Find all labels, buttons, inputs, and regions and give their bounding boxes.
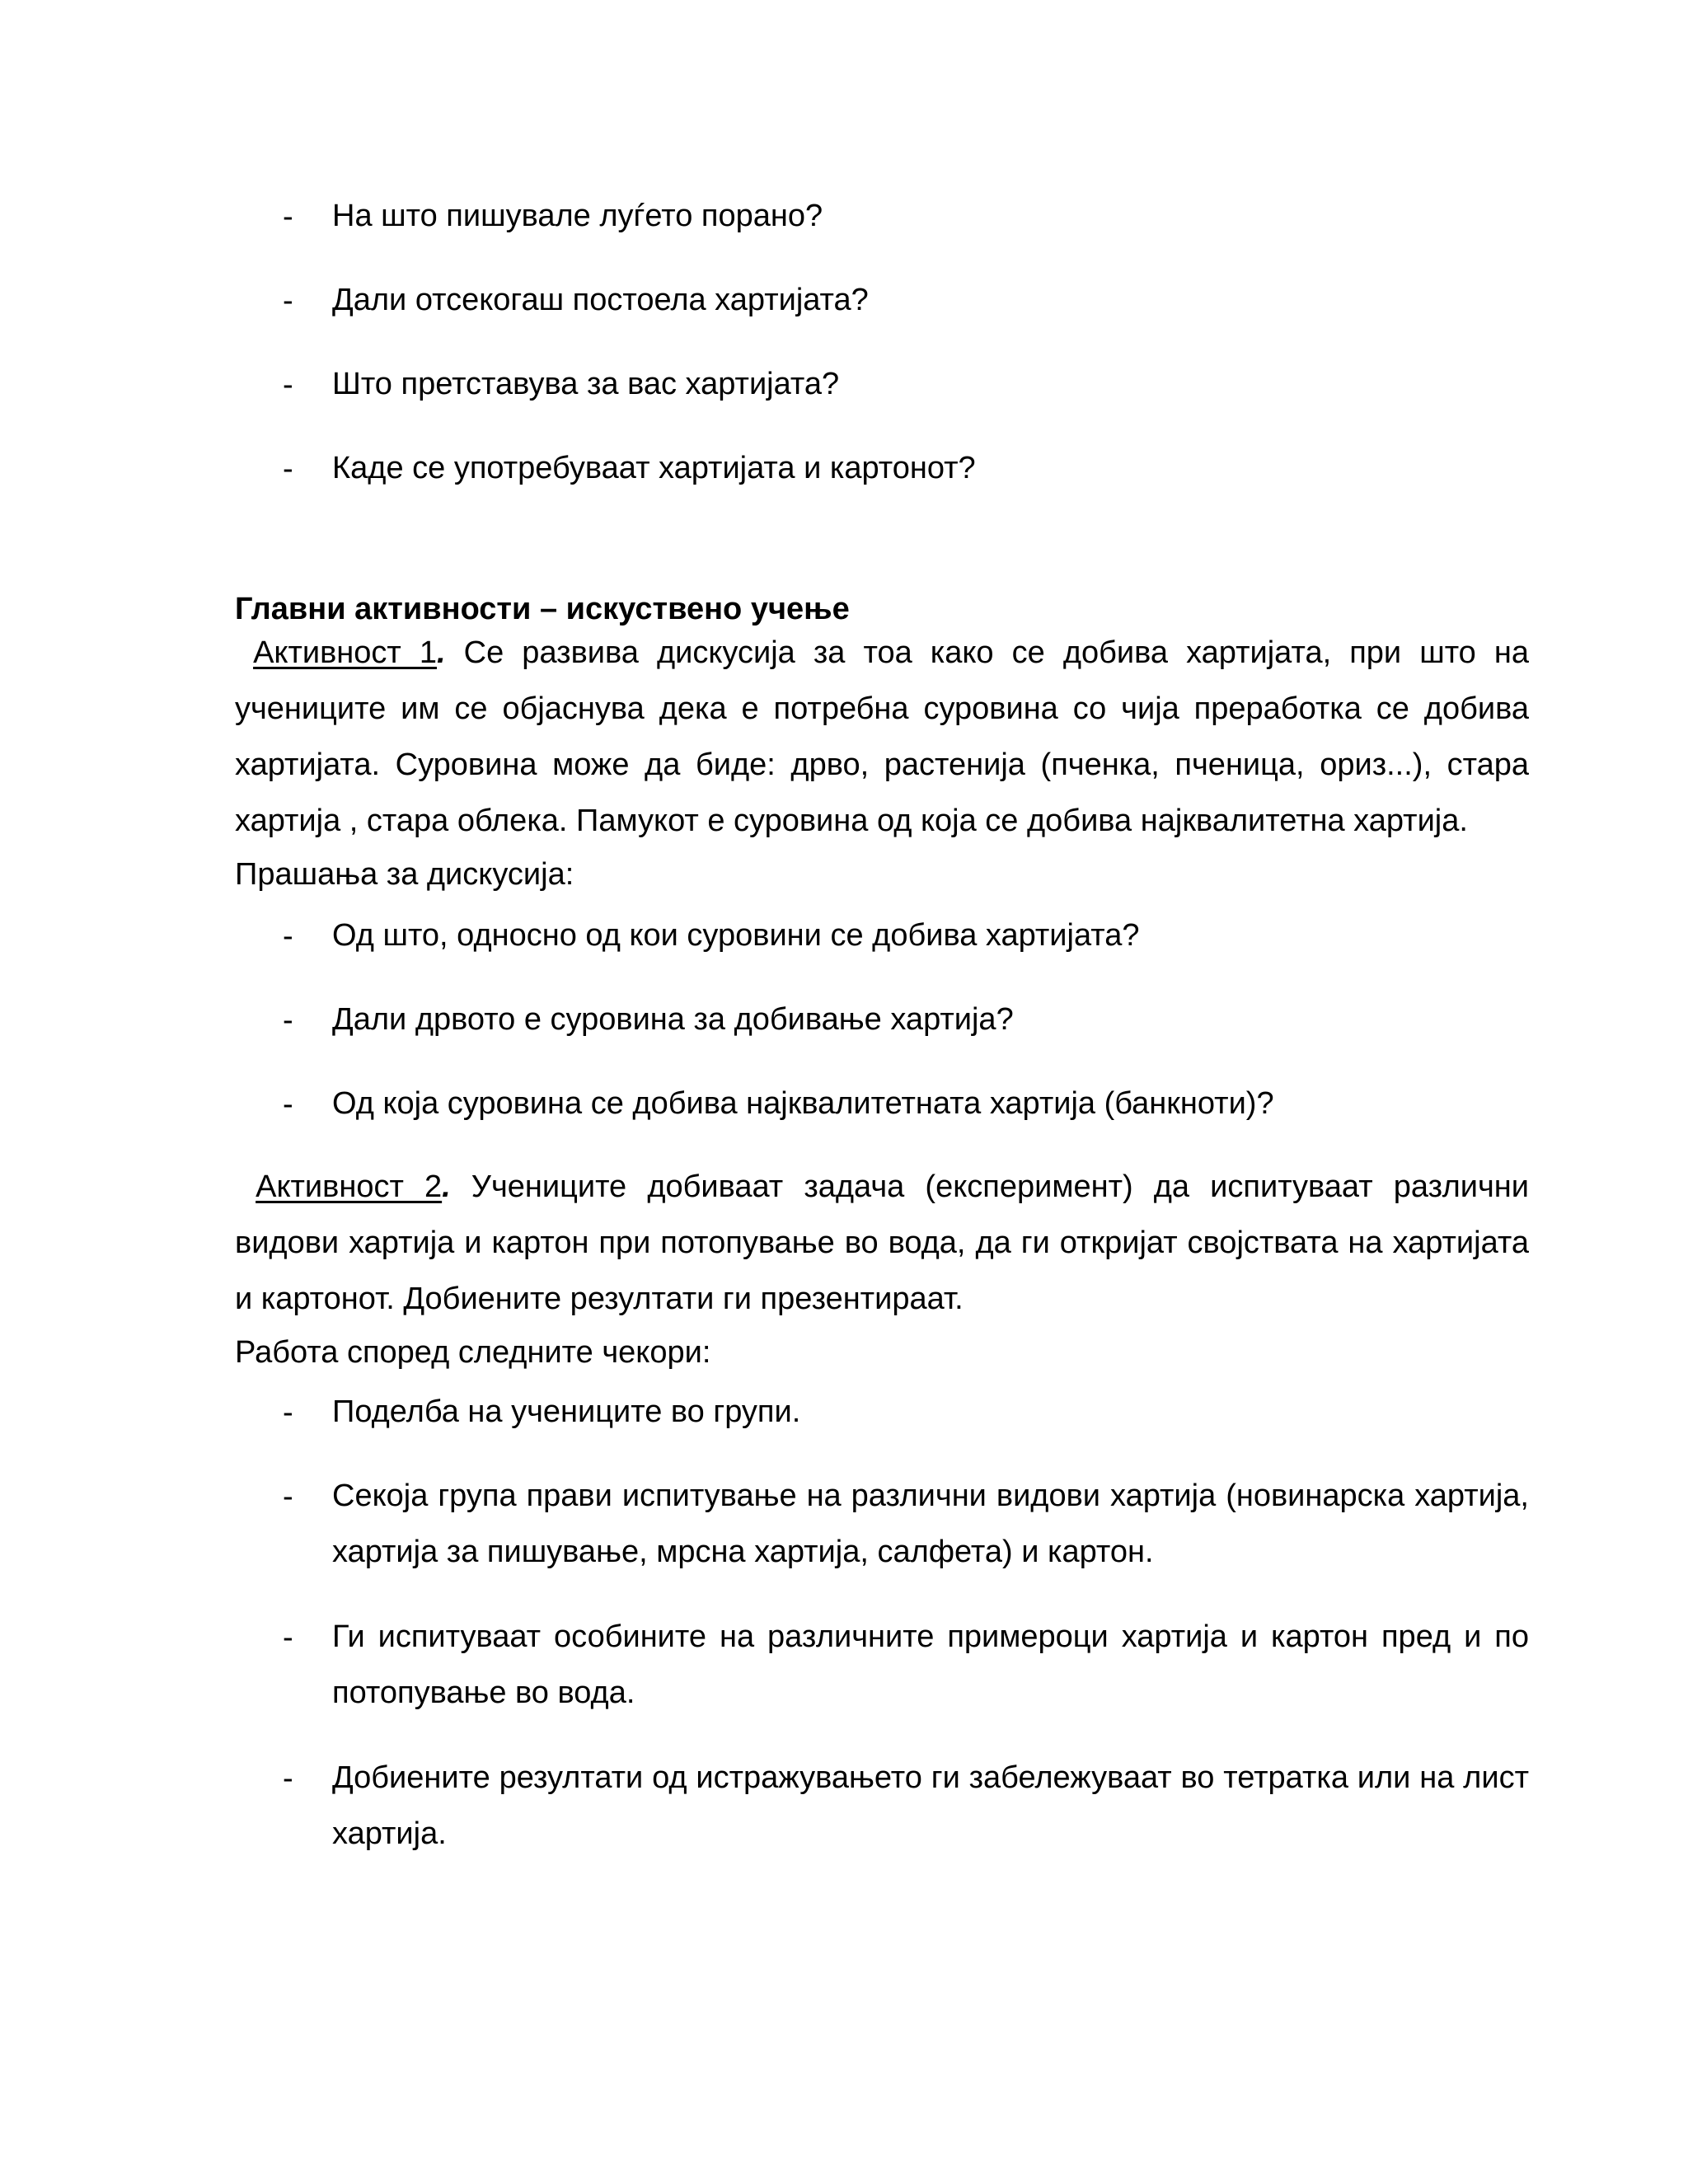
discussion-question: Од што, односно од кои суровини се добива хартијата? — [332, 918, 1140, 953]
activity2-label: Активност 2 — [256, 1169, 443, 1204]
section-heading: Главни активности – искуствено учење — [235, 592, 850, 626]
bullet-dash: - — [283, 452, 293, 486]
activity2-paragraph — [235, 1159, 1529, 1327]
discussion-question: Дали дрвото е суровина за добивање хартија? — [332, 1002, 1014, 1037]
activity1-paragraph — [235, 625, 1529, 849]
step-item: Добиените резултати од истражувањето ги забележуваат во тетратка или на лист хартија. — [332, 1760, 1529, 1851]
bullet-dash: - — [283, 284, 293, 318]
bullet-dash: - — [283, 368, 293, 402]
activity1-text: Се развива дискусија за тоа како се добива хартијата, при што на учениците им се објаснува дека е потребна суровина со чија преработка се добива хартијата. Суровина може да биде: дрво, растенија (пченка, пченица, ориз...), стара хартија , стара облека. Памукот е суровина од која се добива најквалитетна хартија. — [235, 635, 1530, 838]
activity1-questions-intro: Прашања за дискусија: — [235, 857, 574, 892]
activity1-marker: . — [437, 635, 446, 670]
bullet-dash: - — [283, 1620, 293, 1655]
step-item: Секоја група прави испитување на различни видови хартија (новинарска хартија, хартија за пишување, мрсна хартија, салфета) и картон. — [332, 1479, 1529, 1569]
activity2-marker: . — [442, 1169, 451, 1204]
step-item: Ги испитуваат особините на различните примероци хартија и картон пред и по потопување во вода. — [332, 1619, 1529, 1710]
bullet-dash: - — [283, 1003, 293, 1038]
activity2-steps-intro: Работа според следните чекори: — [235, 1335, 711, 1370]
bullet-dash: - — [283, 1761, 293, 1796]
intro-question: Што претставува за вас хартијата? — [332, 367, 840, 401]
intro-question: На што пишувале луѓето порано? — [332, 199, 823, 233]
activity1-label: Активност 1 — [253, 635, 438, 670]
bullet-dash: - — [283, 1479, 293, 1514]
bullet-dash: - — [283, 919, 293, 954]
bullet-dash: - — [283, 1087, 293, 1122]
intro-question: Дали отсекогаш постоела хартијата? — [332, 283, 869, 317]
bullet-dash: - — [283, 199, 293, 234]
step-item: Поделба на учениците во групи. — [332, 1394, 801, 1429]
bullet-dash: - — [283, 1395, 293, 1430]
activity2-text: Учениците добиваат задача (експеримент) да испитуваат различни видови хартија и картон при потопување во вода, да ги откријат својствата на хартијата и картонот. Добиените резултати ги презентираат. — [235, 1169, 1529, 1316]
intro-question: Каде се употребуваат хартијата и картонот? — [332, 451, 976, 485]
discussion-question: Од која суровина се добива најквалитетната хартија (банкноти)? — [332, 1086, 1274, 1121]
